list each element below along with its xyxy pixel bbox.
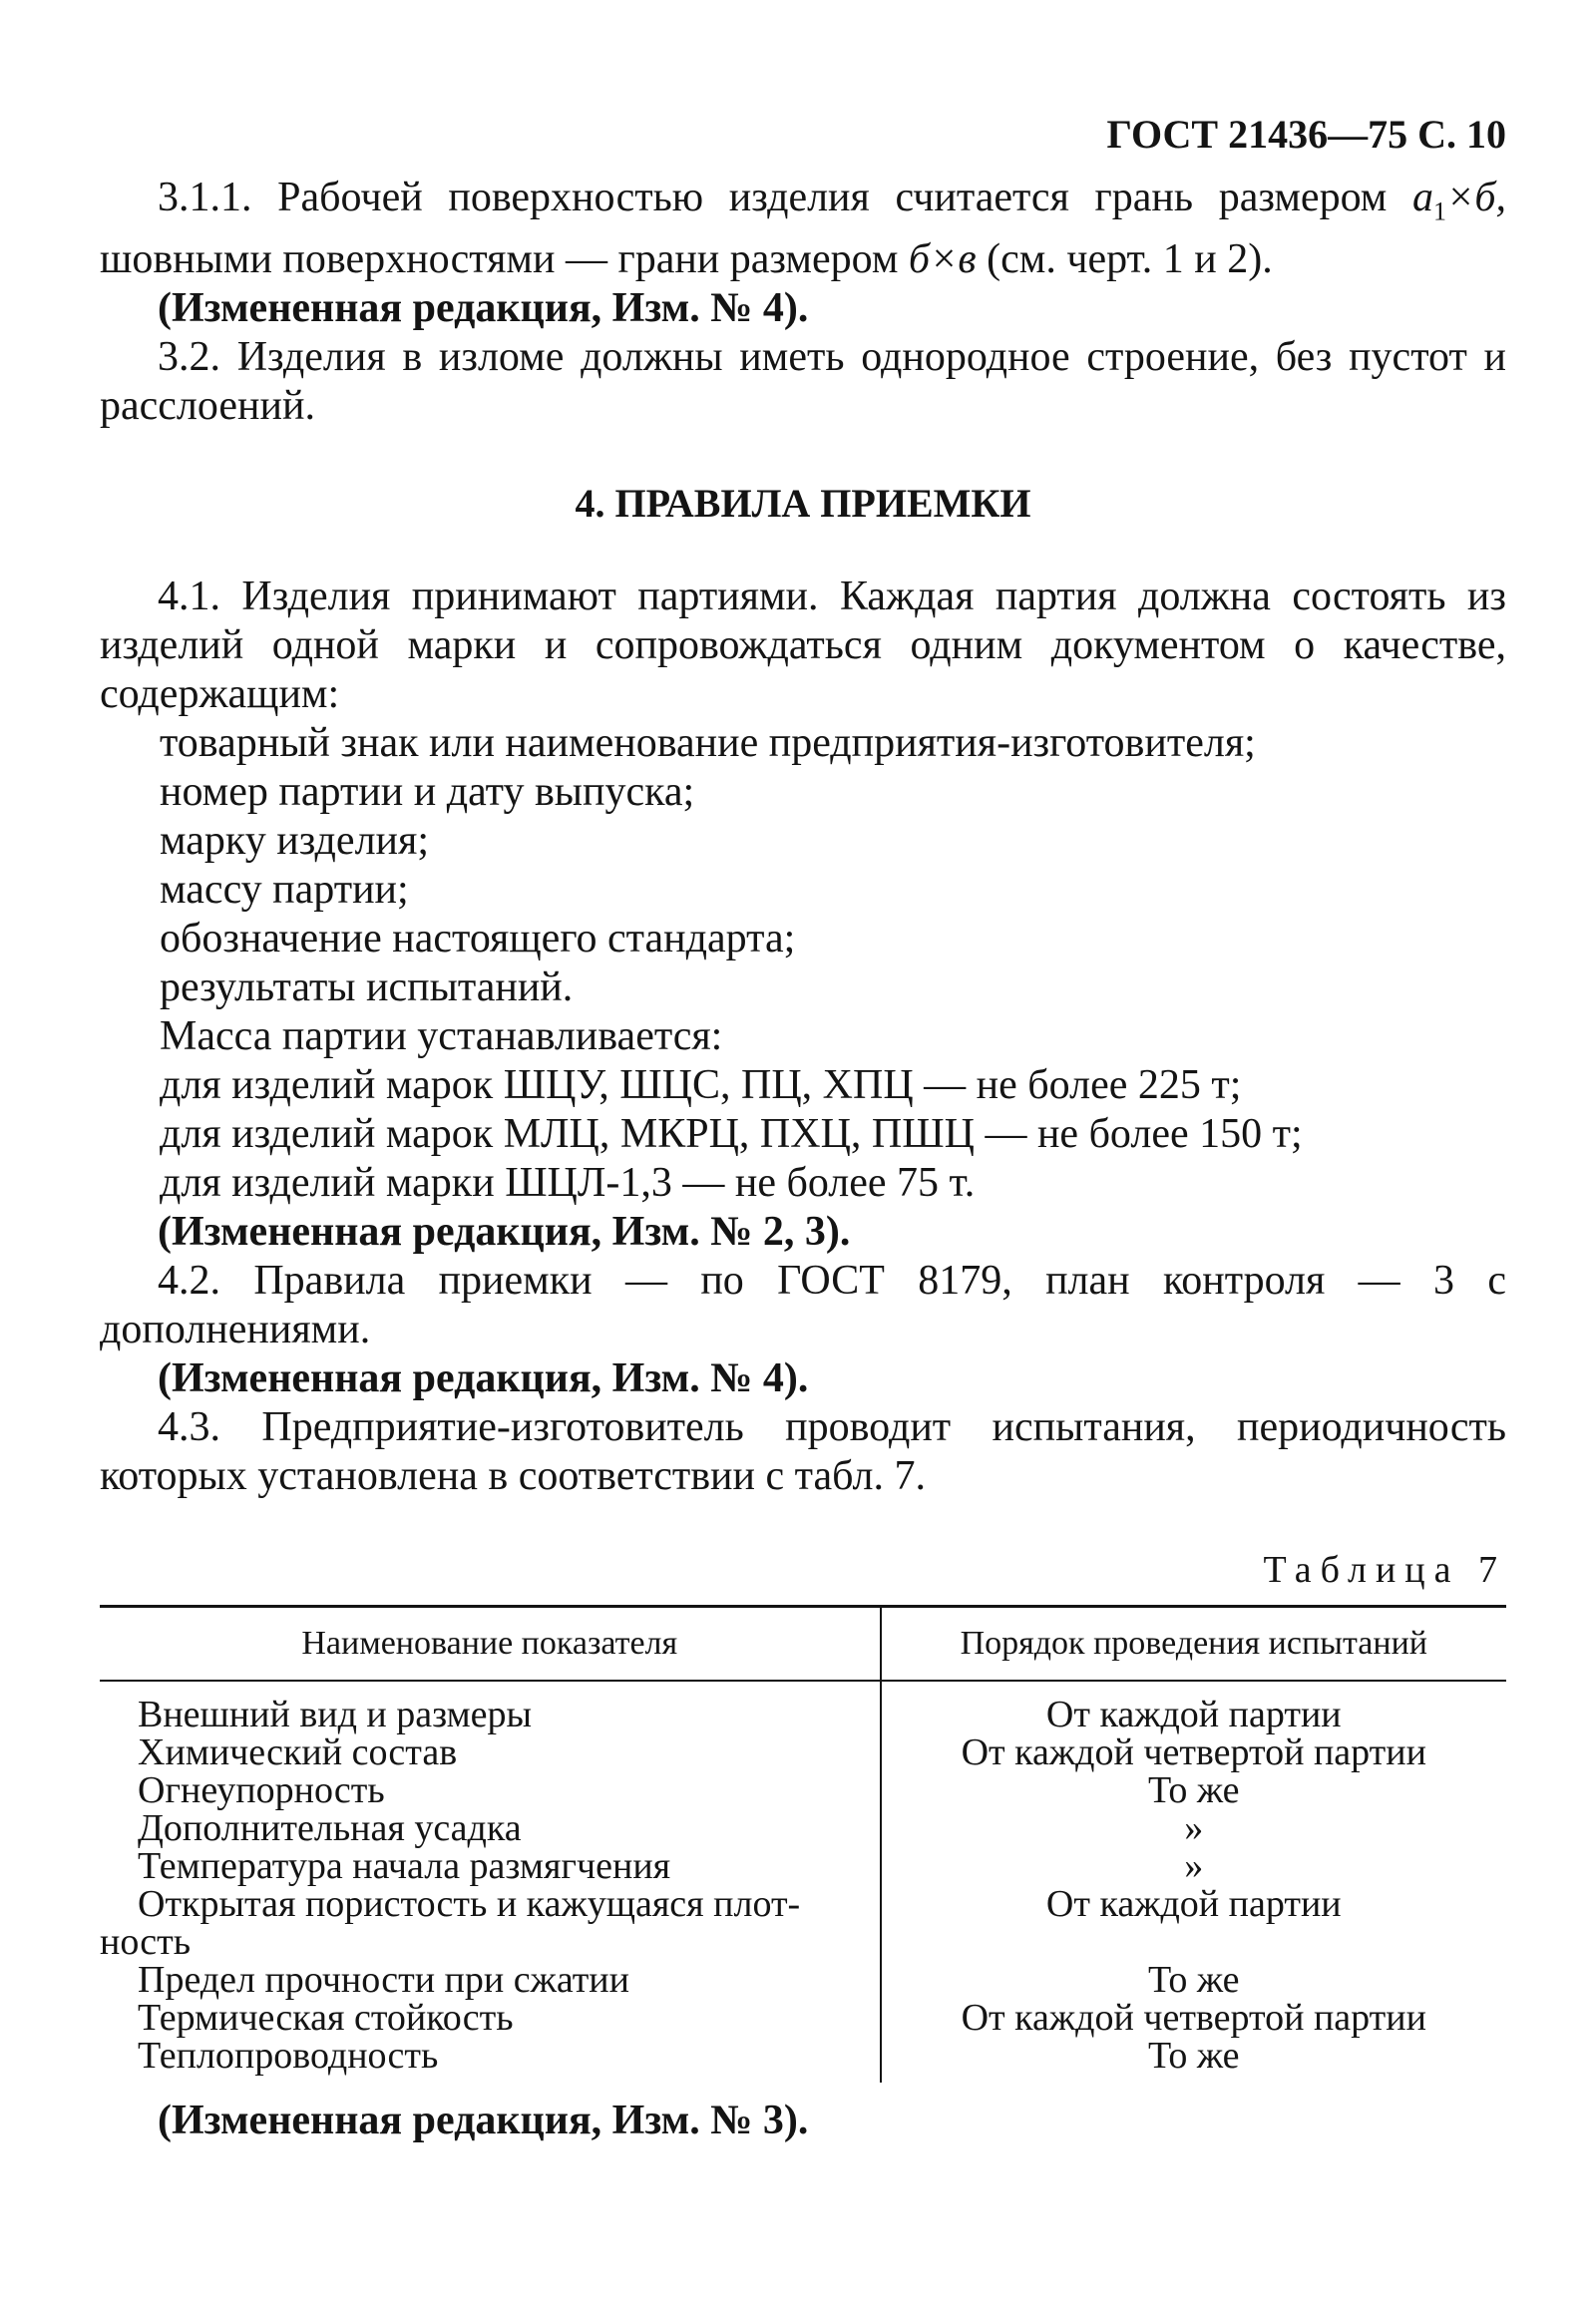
table-row — [100, 1681, 1506, 1733]
table-row — [100, 1847, 1506, 1885]
row-name: Внешний вид и размеры — [100, 1681, 881, 1733]
p311-text-1: 3.1.1. Рабочей поверхностью изделия считается грань размером — [158, 175, 1388, 220]
row-name: Огнеупорность — [100, 1771, 881, 1809]
amendment-note-1: (Измененная редакция, Изм. № 4). — [158, 285, 809, 332]
document-page — [100, 110, 1506, 2145]
page-header: ГОСТ 21436—75 С. 10 — [1106, 112, 1506, 157]
paragraph-3-1-1 — [100, 174, 1506, 284]
list-item: номер партии и дату выпуска; — [160, 769, 695, 816]
row-order: От каждой четвертой партии — [961, 1997, 1426, 2040]
list-item: товарный знак или наименование предприятия-изготовителя; — [160, 720, 1256, 767]
paragraph-4-3: 4.3. Предприятие-изготовитель проводит испытания, периодичность которых установлена в соответствии с табл. 7. — [100, 1404, 1506, 1500]
row-name: Термическая стойкость — [100, 1999, 881, 2037]
document-list — [100, 719, 1506, 1208]
paragraph-4-1: 4.1. Изделия принимают партиями. Каждая партия должна состоять из изделий одной марки и сопровождаться одним документом о качестве, содержащим: — [100, 574, 1506, 718]
table-row — [100, 2037, 1506, 2083]
test-order-table — [100, 1605, 1506, 2083]
list-item: массу партии; — [160, 867, 409, 914]
formula-a: а — [1412, 175, 1434, 220]
list-item: для изделий марок ШЦУ, ШЦС, ПЦ, ХПЦ — не более 225 т; — [160, 1062, 1242, 1109]
paragraph-3-2: 3.2. Изделия в изломе должны иметь однородное строение, без пустот и расслоений. — [100, 334, 1506, 430]
row-name: Температура начала размягчения — [100, 1847, 881, 1885]
formula-rest: ×б, — [1446, 175, 1506, 220]
row-name-line-2: ность — [100, 1921, 192, 1964]
row-name-multiline — [100, 1883, 881, 1964]
amendment-note-3: (Измененная редакция, Изм. № 4). — [158, 1355, 809, 1402]
table-row — [100, 1885, 1506, 1961]
column-header-order: Порядок проведения испытаний — [881, 1607, 1506, 1682]
table-header-row — [100, 1607, 1506, 1682]
row-order: От каждой четвертой партии — [961, 1731, 1426, 1774]
table-row — [100, 1733, 1506, 1771]
formula-subscript: 1 — [1433, 196, 1447, 226]
amendment-note-2: (Измененная редакция, Изм. № 2, 3). — [158, 1209, 851, 1256]
row-name: Дополнительная усадка — [100, 1809, 881, 1847]
row-name: Химический состав — [100, 1733, 881, 1771]
row-order: От каждой партии — [1045, 1883, 1342, 1926]
p311-text-2: шовными поверхностями — грани размером — [100, 236, 899, 283]
amendment-note-4: (Измененная редакция, Изм. № 3). — [158, 2098, 809, 2144]
row-order: От каждой партии — [1045, 1694, 1342, 1736]
row-name: Теплопроводность — [100, 2037, 881, 2083]
list-item: для изделий марки ШЦЛ-1,3 — не более 75 т. — [160, 1160, 976, 1207]
list-item: Масса партии устанавливается: — [160, 1013, 723, 1060]
row-order: » — [1184, 1845, 1204, 1888]
row-order: » — [1184, 1807, 1204, 1850]
row-name: Предел прочности при сжатии — [100, 1961, 881, 1999]
list-item: результаты испытаний. — [160, 964, 574, 1011]
row-order: То же — [1148, 2035, 1240, 2078]
row-order: То же — [1148, 1959, 1240, 2002]
table-row — [100, 1961, 1506, 1999]
table-row — [100, 1809, 1506, 1847]
section-title: 4. ПРАВИЛА ПРИЕМКИ — [575, 481, 1031, 527]
table-row — [100, 1999, 1506, 2037]
paragraph-4-2: 4.2. Правила приемки — по ГОСТ 8179, план контроля — 3 с дополнениями. — [100, 1258, 1506, 1353]
column-header-name: Наименование показателя — [100, 1607, 881, 1682]
table-row — [100, 1771, 1506, 1809]
list-item: марку изделия; — [160, 818, 429, 865]
table-caption: Таблица 7 — [1263, 1549, 1506, 1592]
row-order: То же — [1148, 1769, 1240, 1812]
formula-b-v: б×в — [908, 236, 977, 283]
p311-text-3: (см. черт. 1 и 2). — [987, 236, 1273, 283]
row-name-line-1: Открытая пористость и кажущаяся плот- — [138, 1883, 801, 1926]
list-item: обозначение настоящего стандарта; — [160, 916, 796, 962]
list-item: для изделий марок МЛЦ, МКРЦ, ПХЦ, ПШЦ — не более 150 т; — [160, 1111, 1303, 1158]
